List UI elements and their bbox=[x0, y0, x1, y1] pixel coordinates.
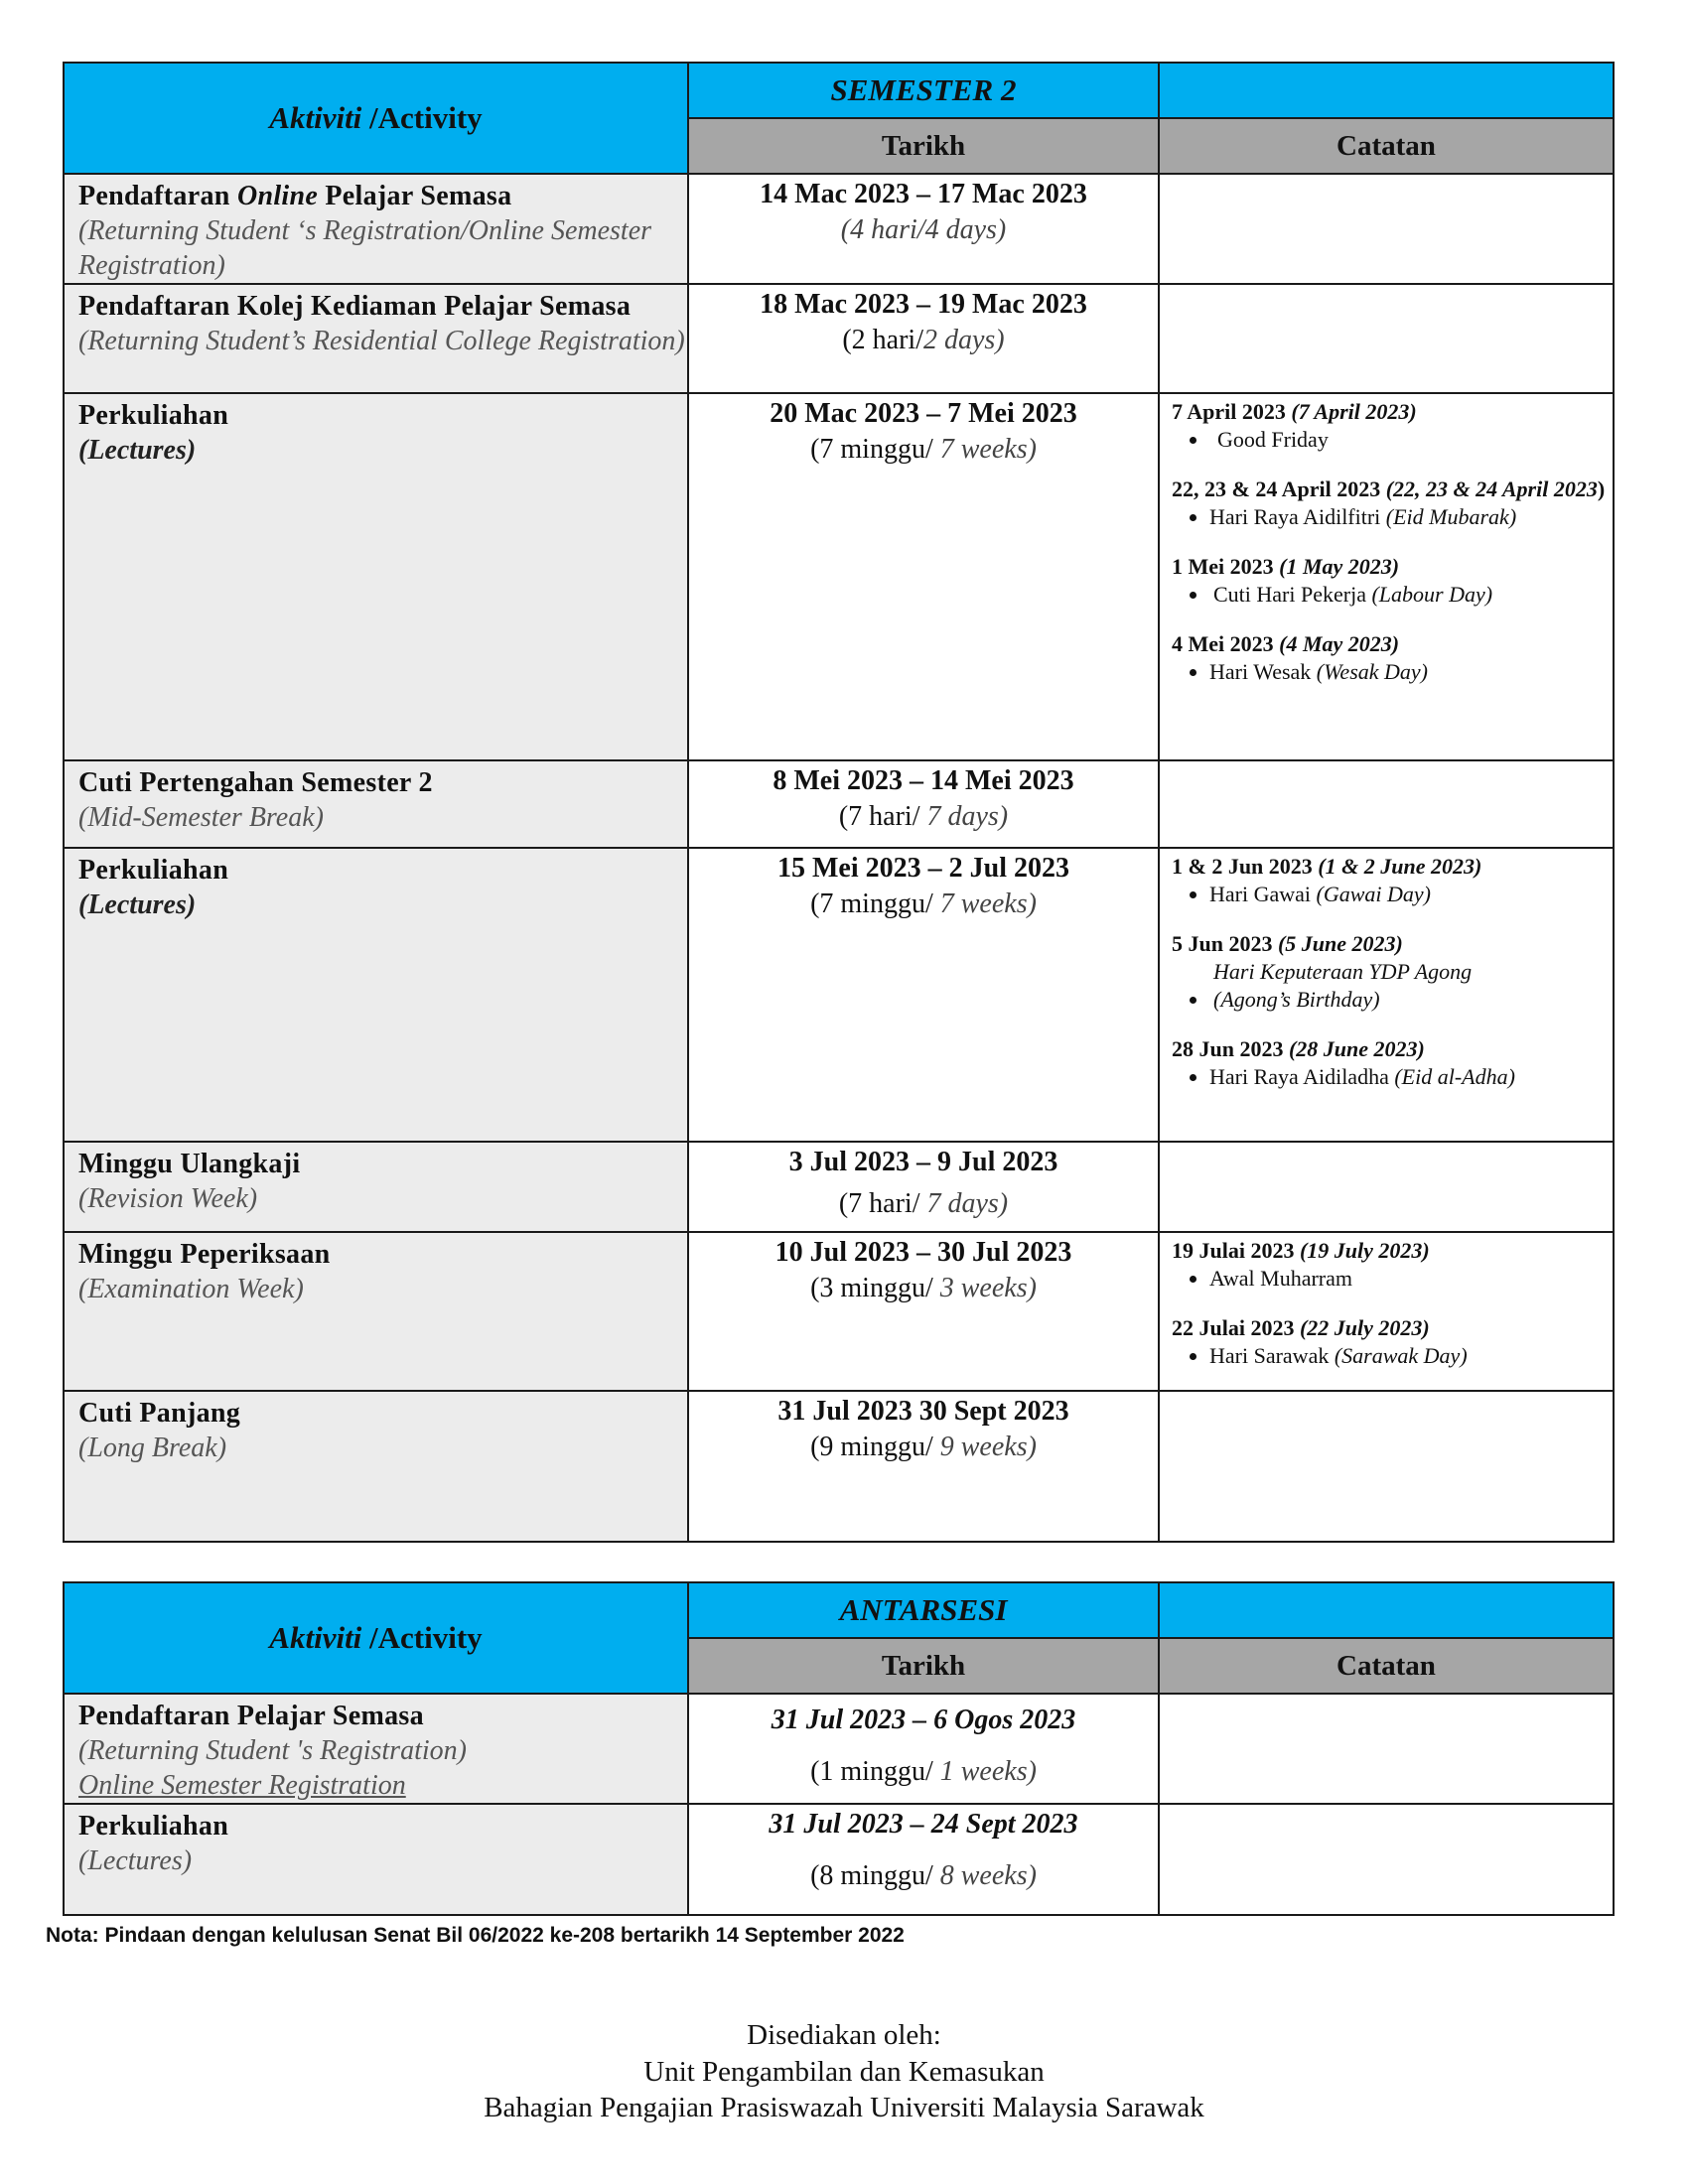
activity-cell bbox=[64, 1694, 688, 1804]
activity-name: Pendaftaran Online Pelajar Semasa bbox=[78, 181, 512, 211]
activity-cell bbox=[64, 760, 688, 848]
date-cell bbox=[688, 848, 1159, 1142]
date-cell bbox=[688, 1142, 1159, 1232]
date-cell bbox=[688, 1694, 1159, 1804]
prepared-by-label: Disediakan oleh: bbox=[747, 2019, 941, 2051]
activity-header-ms: Aktiviti bbox=[269, 100, 362, 135]
activity-header-ms: Aktiviti bbox=[269, 1620, 362, 1655]
notes-cell bbox=[1159, 1694, 1614, 1804]
holiday-date: 1 & 2 Jun 2023 (1 & 2 June 2023) bbox=[1172, 854, 1482, 879]
date-range: 20 Mac 2023 – 7 Mei 2023 bbox=[770, 398, 1077, 429]
notes-cell bbox=[1159, 284, 1614, 393]
table-row bbox=[64, 1391, 1614, 1542]
date-cell bbox=[688, 284, 1159, 393]
semester-header: SEMESTER 2 bbox=[688, 63, 1159, 118]
activity-cell bbox=[64, 174, 688, 284]
activity-name-en: (Returning Student 's Registration) bbox=[78, 1735, 467, 1766]
notes-cell bbox=[1159, 760, 1614, 848]
semester-header-blank bbox=[1159, 63, 1614, 118]
holiday-date: 5 Jun 2023 (5 June 2023) bbox=[1172, 931, 1403, 956]
duration: (9 minggu/ 9 weeks) bbox=[810, 1432, 1037, 1462]
duration: (7 minggu/ 7 weeks) bbox=[810, 888, 1037, 919]
activity-name-en: (Long Break) bbox=[78, 1433, 227, 1463]
date-range: 31 Jul 2023 – 6 Ogos 2023 bbox=[771, 1705, 1076, 1735]
activity-cell bbox=[64, 284, 688, 393]
date-cell bbox=[688, 760, 1159, 848]
date-column-header: Tarikh bbox=[688, 118, 1159, 174]
activity-name: Pendaftaran Pelajar Semasa bbox=[78, 1701, 424, 1731]
date-range: 31 Jul 2023 – 24 Sept 2023 bbox=[769, 1809, 1078, 1840]
activity-header-en: /Activity bbox=[361, 1620, 483, 1655]
activity-cell bbox=[64, 1142, 688, 1232]
activity-name-en: (Lectures) bbox=[78, 435, 197, 466]
activity-name: Cuti Panjang bbox=[78, 1398, 241, 1429]
notes-cell bbox=[1159, 393, 1614, 760]
holiday-date: 22 Julai 2023 (22 July 2023) bbox=[1172, 1315, 1430, 1340]
activity-name-en-2: Online Semester Registration bbox=[78, 1770, 406, 1801]
notes-cell bbox=[1159, 174, 1614, 284]
activity-name-en: (Lectures) bbox=[78, 1845, 193, 1876]
table-row bbox=[64, 1142, 1614, 1232]
duration: (7 hari/ 7 days) bbox=[838, 1188, 1009, 1219]
date-cell bbox=[688, 1232, 1159, 1391]
holiday-date: 28 Jun 2023 (28 June 2023) bbox=[1172, 1036, 1425, 1061]
activity-name-en: (Returning Student ‘s Registration/Online Semester Registration) bbox=[78, 215, 652, 281]
table-row bbox=[64, 1232, 1614, 1391]
duration: (4 hari/4 days) bbox=[840, 214, 1007, 245]
date-cell bbox=[688, 174, 1159, 284]
table-row bbox=[64, 174, 1614, 284]
notes-cell bbox=[1159, 1804, 1614, 1915]
holiday-date: 22, 23 & 24 April 2023 (22, 23 & 24 April 2023) bbox=[1172, 477, 1606, 501]
activity-name: Perkuliahan bbox=[78, 400, 229, 431]
semester-header: ANTARSESI bbox=[688, 1582, 1159, 1638]
semester-header-blank bbox=[1159, 1582, 1614, 1638]
date-range: 8 Mei 2023 – 14 Mei 2023 bbox=[773, 765, 1074, 796]
activity-cell bbox=[64, 1804, 688, 1915]
date-range: 3 Jul 2023 – 9 Jul 2023 bbox=[788, 1147, 1058, 1177]
activity-header bbox=[64, 1582, 688, 1694]
table-row bbox=[64, 393, 1614, 760]
notes-column-header: Catatan bbox=[1159, 118, 1614, 174]
prepared-by-division: Bahagian Pengajian Prasiswazah Universiti Malaysia Sarawak bbox=[484, 2092, 1204, 2123]
date-range: 18 Mac 2023 – 19 Mac 2023 bbox=[760, 289, 1087, 320]
duration: (1 minggu/ 1 weeks) bbox=[810, 1756, 1037, 1787]
duration: (7 minggu/ 7 weeks) bbox=[810, 434, 1037, 465]
holiday-item: • Hari Gawai (Gawai Day) bbox=[1209, 881, 1613, 908]
semester-2-table bbox=[63, 62, 1615, 1543]
notes-cell bbox=[1159, 848, 1614, 1142]
table-row bbox=[64, 760, 1614, 848]
activity-name: Perkuliahan bbox=[78, 1811, 229, 1842]
activity-header bbox=[64, 63, 688, 174]
date-cell bbox=[688, 1391, 1159, 1542]
date-range: 15 Mei 2023 – 2 Jul 2023 bbox=[777, 853, 1069, 884]
table-row bbox=[64, 1804, 1614, 1915]
holiday-item: • Hari Raya Aidilfitri (Eid Mubarak) bbox=[1209, 503, 1613, 531]
activity-cell bbox=[64, 848, 688, 1142]
holiday-date: 4 Mei 2023 (4 May 2023) bbox=[1172, 631, 1400, 656]
duration: (2 hari/2 days) bbox=[842, 325, 1005, 355]
notes-cell bbox=[1159, 1391, 1614, 1542]
table-row bbox=[64, 1694, 1614, 1804]
holiday-item: • Hari Wesak (Wesak Day) bbox=[1209, 658, 1613, 686]
date-cell bbox=[688, 1804, 1159, 1915]
prepared-by-unit: Unit Pengambilan dan Kemasukan bbox=[643, 2056, 1045, 2088]
holiday-date: 19 Julai 2023 (19 July 2023) bbox=[1172, 1238, 1430, 1263]
table-row bbox=[64, 848, 1614, 1142]
footnote: Nota: Pindaan dengan kelulusan Senat Bil 06/2022 ke-208 bertarikh 14 September 2022 bbox=[46, 1924, 905, 1947]
table-row bbox=[64, 284, 1614, 393]
notes-column-header: Catatan bbox=[1159, 1638, 1614, 1694]
activity-name: Cuti Pertengahan Semester 2 bbox=[78, 767, 433, 798]
duration: (3 minggu/ 3 weeks) bbox=[810, 1273, 1037, 1303]
holiday-date: 1 Mei 2023 (1 May 2023) bbox=[1172, 554, 1400, 579]
activity-cell bbox=[64, 393, 688, 760]
holiday-item: • Hari Raya Aidiladha (Eid al-Adha) bbox=[1209, 1063, 1613, 1091]
activity-name-en: (Examination Week) bbox=[78, 1274, 304, 1304]
holiday-item: • Good Friday bbox=[1209, 426, 1613, 454]
activity-name: Minggu Ulangkaji bbox=[78, 1149, 301, 1179]
antarsesi-table bbox=[63, 1581, 1615, 1916]
holiday-item: • Hari Keputeraan YDP Agong (Agong’s Birthday) bbox=[1209, 958, 1613, 1014]
holiday-item: • Cuti Hari Pekerja (Labour Day) bbox=[1209, 581, 1613, 609]
holiday-item: • Awal Muharram bbox=[1209, 1265, 1613, 1293]
activity-name: Minggu Peperiksaan bbox=[78, 1239, 331, 1270]
date-range: 14 Mac 2023 – 17 Mac 2023 bbox=[760, 179, 1087, 209]
date-range: 10 Jul 2023 – 30 Jul 2023 bbox=[774, 1237, 1072, 1268]
activity-cell bbox=[64, 1232, 688, 1391]
notes-cell bbox=[1159, 1232, 1614, 1391]
notes-cell bbox=[1159, 1142, 1614, 1232]
activity-cell bbox=[64, 1391, 688, 1542]
activity-name: Perkuliahan bbox=[78, 855, 229, 886]
activity-name-en: (Revision Week) bbox=[78, 1183, 258, 1214]
activity-name-en: (Mid-Semester Break) bbox=[78, 802, 324, 833]
duration: (7 hari/ 7 days) bbox=[838, 801, 1009, 832]
activity-name-en: (Returning Student’s Residential College Registration) bbox=[78, 326, 685, 356]
activity-header-en: /Activity bbox=[361, 100, 483, 135]
date-range: 31 Jul 2023 30 Sept 2023 bbox=[777, 1396, 1069, 1427]
date-cell bbox=[688, 393, 1159, 760]
holiday-date: 7 April 2023 (7 April 2023) bbox=[1172, 399, 1417, 424]
activity-name-en: (Lectures) bbox=[78, 889, 197, 920]
holiday-item: • Hari Sarawak (Sarawak Day) bbox=[1209, 1342, 1613, 1370]
activity-name: Pendaftaran Kolej Kediaman Pelajar Semasa bbox=[78, 291, 632, 322]
duration: (8 minggu/ 8 weeks) bbox=[810, 1860, 1037, 1891]
date-column-header: Tarikh bbox=[688, 1638, 1159, 1694]
